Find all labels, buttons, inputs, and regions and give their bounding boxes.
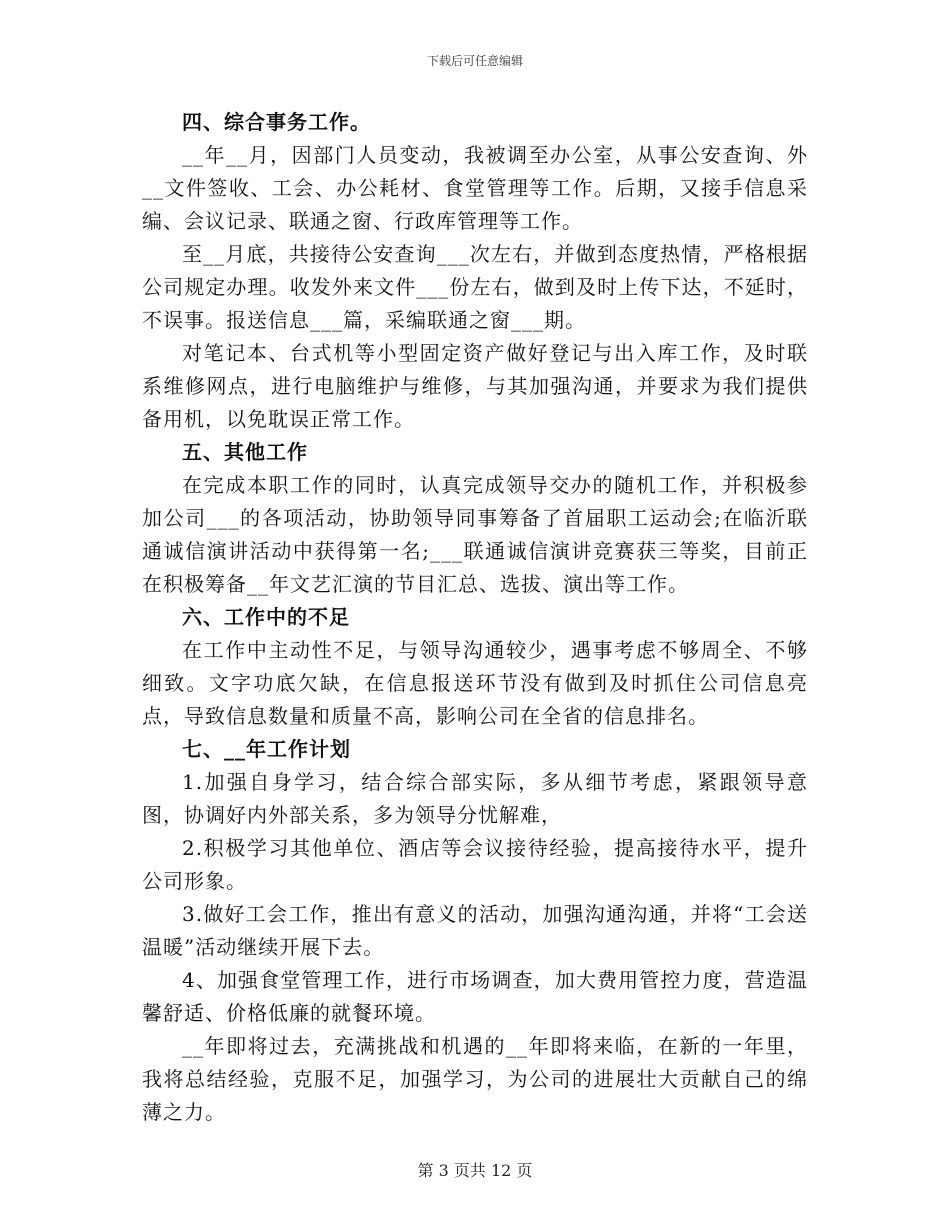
page-number: 第 3 页共 12 页 bbox=[417, 1161, 533, 1180]
page-header: 下载后可任意编辑 bbox=[426, 54, 523, 68]
paragraph: 对笔记本、台式机等小型固定资产做好登记与出入库工作，及时联系维修网点，进行电脑维护与维修，与其加强沟通，并要求为我们提供备用机，以免耽误正常工作。 bbox=[142, 341, 808, 431]
document-body bbox=[142, 106, 808, 1129]
paragraph: 在工作中主动性不足，与领导沟通较少，遇事考虑不够周全、不够细致。文字功底欠缺，在信息报送环节没有做到及时抓住公司信息亮点，导致信息数量和质量不高，影响公司在全省的信息排名。 bbox=[142, 638, 808, 728]
section-heading-6: 六、工作中的不足 bbox=[182, 605, 350, 629]
paragraph: 在完成本职工作的同时，认真完成领导交办的随机工作，并积极参加公司___的各项活动，协助领导同事筹备了首届职工运动会;在临沂联通诚信演讲活动中获得第一名;___联通诚信演讲竞赛获三等奖，目前正在积极筹备__年文艺汇演的节目汇总、选拔、演出等工作。 bbox=[142, 473, 808, 596]
paragraph: __年__月，因部门人员变动，我被调至办公室，从事公安查询、外__文件签收、工会、办公耗材、食堂管理等工作。后期，又接手信息采编、会议记录、联通之窗、行政库管理等工作。 bbox=[142, 143, 808, 233]
plan-item-4: 4、加强食堂管理工作，进行市场调查，加大费用管控力度，营造温馨舒适、价格低廉的就餐环境。 bbox=[142, 968, 808, 1025]
plan-item-2: 2.积极学习其他单位、酒店等会议接待经验，提高接待水平，提升公司形象。 bbox=[142, 836, 808, 893]
section-heading-7: 七、__年工作计划 bbox=[182, 737, 351, 761]
paragraph: 至__月底，共接待公安查询___次左右，并做到态度热情，严格根据公司规定办理。收发外来文件___份左右，做到及时上传下达，不延时，不误事。报送信息___篇，采编联通之窗___期。 bbox=[142, 242, 808, 332]
section-heading-5: 五、其他工作 bbox=[182, 440, 308, 464]
closing-paragraph: __年即将过去，充满挑战和机遇的__年即将来临，在新的一年里，我将总结经验，克服不足，加强学习，为公司的进展壮大贡献自己的绵薄之力。 bbox=[142, 1034, 808, 1124]
section-heading-4: 四、综合事务工作。 bbox=[182, 110, 371, 134]
plan-item-1: 1.加强自身学习，结合综合部实际，多从细节考虑，紧跟领导意图，协调好内外部关系，多为领导分忧解难， bbox=[142, 770, 808, 827]
plan-item-3: 3.做好工会工作，推出有意义的活动，加强沟通沟通，并将“工会送温暖”活动继续开展下去。 bbox=[142, 902, 808, 959]
